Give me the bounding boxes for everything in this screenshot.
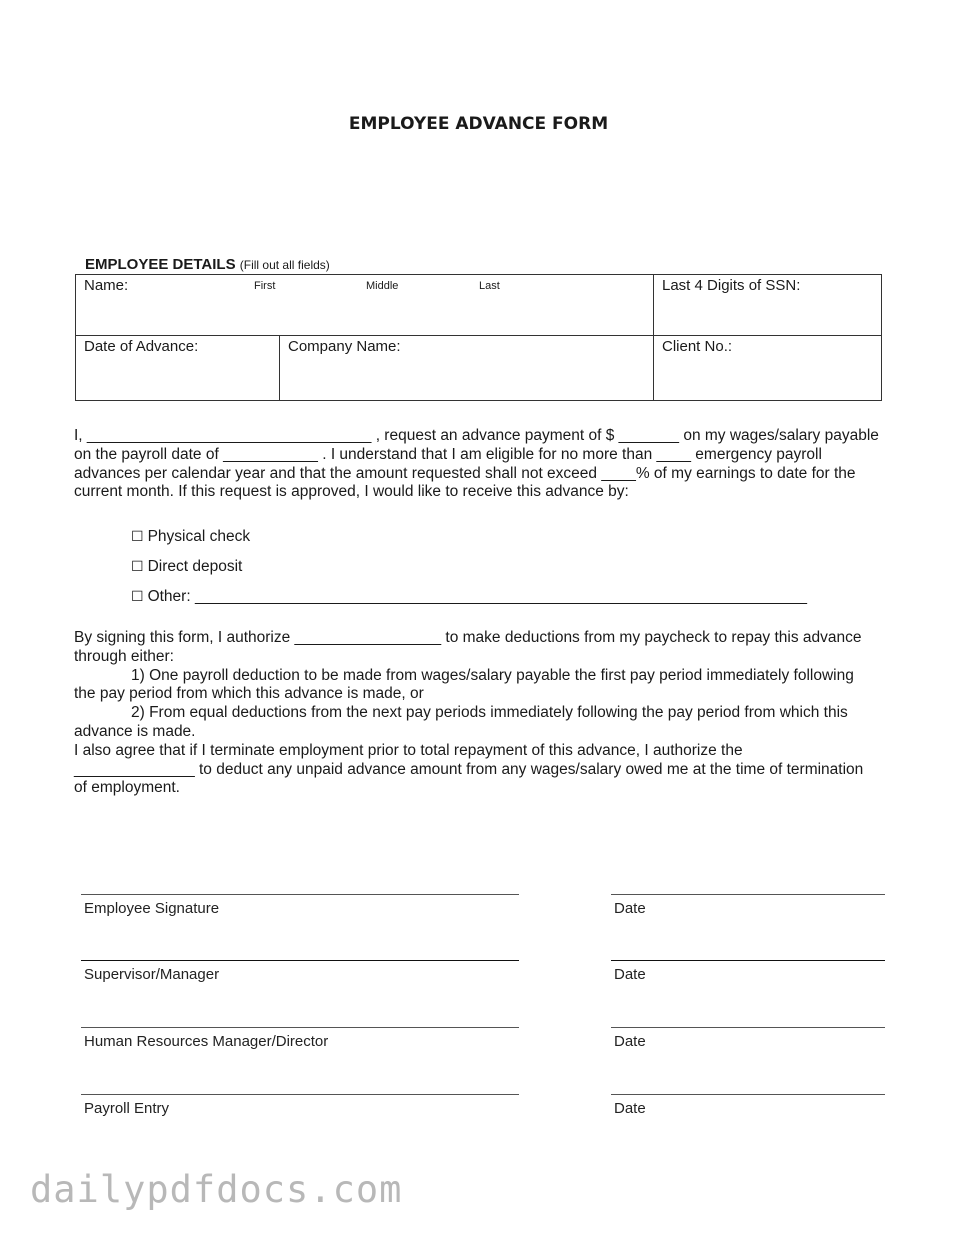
hr-signature-line[interactable] [81,1027,519,1028]
hr-date-line[interactable] [611,1027,885,1028]
supervisor-date-label: Date [614,966,646,983]
request-line: current month. If this request is approved, I would like to receive this advance by: [74,483,629,501]
ssn-field[interactable] [654,275,882,336]
name-field[interactable] [76,275,654,336]
employee-signature-line[interactable] [81,894,519,895]
request-line: advances per calendar year and that the amount requested shall not exceed ____% of my earnings to date for the [74,464,856,482]
authorization-line: 1) One payroll deduction to be made from wages/salary payable the first pay period immediately following [131,666,854,684]
payment-method-options [131,528,807,618]
request-paragraph [74,427,884,502]
employee-signature-label: Employee Signature [84,900,220,917]
client-no-label: Client No.: [662,338,733,355]
checkbox-icon[interactable]: ☐ [131,529,144,545]
request-line: I, _________________________________ , request an advance payment of $ _______ on my wages/salary payable [74,427,879,444]
option-label: Direct deposit [147,558,243,575]
watermark: dailypdfdocs.com [30,1168,403,1211]
employee-date-line[interactable] [611,894,885,895]
authorization-line: of employment. [74,779,180,797]
hr-signature-label: Human Resources Manager/Director [84,1033,329,1050]
supervisor-date-line[interactable] [611,960,885,961]
employee-details-heading [85,256,330,273]
employee-details-heading-text: EMPLOYEE DETAILS [85,256,236,273]
date-of-advance-label: Date of Advance: [84,338,199,355]
authorization-paragraph [74,629,884,798]
request-line: on the payroll date of ___________ . I understand that I am eligible for no more than ____ emergency payroll [74,445,822,463]
option-other[interactable] [131,588,807,618]
employee-details-note: (Fill out all fields) [239,258,330,272]
payroll-entry-label: Payroll Entry [84,1100,170,1117]
supervisor-signature-line[interactable] [81,960,519,961]
form-title: EMPLOYEE ADVANCE FORM [348,114,609,134]
payroll-date-line[interactable] [611,1094,885,1095]
authorization-line: ______________ to deduct any unpaid advance amount from any wages/salary owed me at the time of termination [74,760,864,778]
employee-date-label: Date [614,900,646,917]
employee-details-table [75,274,882,401]
name-label: Name: [84,277,129,294]
authorization-line: advance is made. [74,722,196,740]
client-no-field[interactable] [654,336,882,401]
authorization-line: 2) From equal deductions from the next pay periods immediately following the pay period from which this [131,704,848,722]
option-direct-deposit[interactable] [131,558,807,588]
option-label: Physical check [147,528,251,545]
option-physical-check[interactable] [131,528,807,558]
first-name-label: First [254,280,276,292]
ssn-label: Last 4 Digits of SSN: [662,277,801,294]
middle-name-label: Middle [366,280,399,292]
company-name-field[interactable] [280,336,654,401]
authorization-line: the pay period from which this advance is made, or [74,685,424,703]
option-label: Other: _______________________________________________________________________ [147,588,807,605]
supervisor-signature-label: Supervisor/Manager [84,966,220,983]
payroll-signature-line[interactable] [81,1094,519,1095]
hr-date-label: Date [614,1033,646,1050]
authorization-line: through either: [74,647,174,665]
company-name-label: Company Name: [288,338,401,355]
authorization-line: By signing this form, I authorize _________________ to make deductions from my paycheck to repay this advance [74,629,862,646]
checkbox-icon[interactable]: ☐ [131,589,144,605]
authorization-line: I also agree that if I terminate employment prior to total repayment of this advance, I authorize the [74,741,743,759]
payroll-date-label: Date [614,1100,646,1117]
checkbox-icon[interactable]: ☐ [131,559,144,575]
date-of-advance-field[interactable] [76,336,280,401]
last-name-label: Last [479,280,500,292]
